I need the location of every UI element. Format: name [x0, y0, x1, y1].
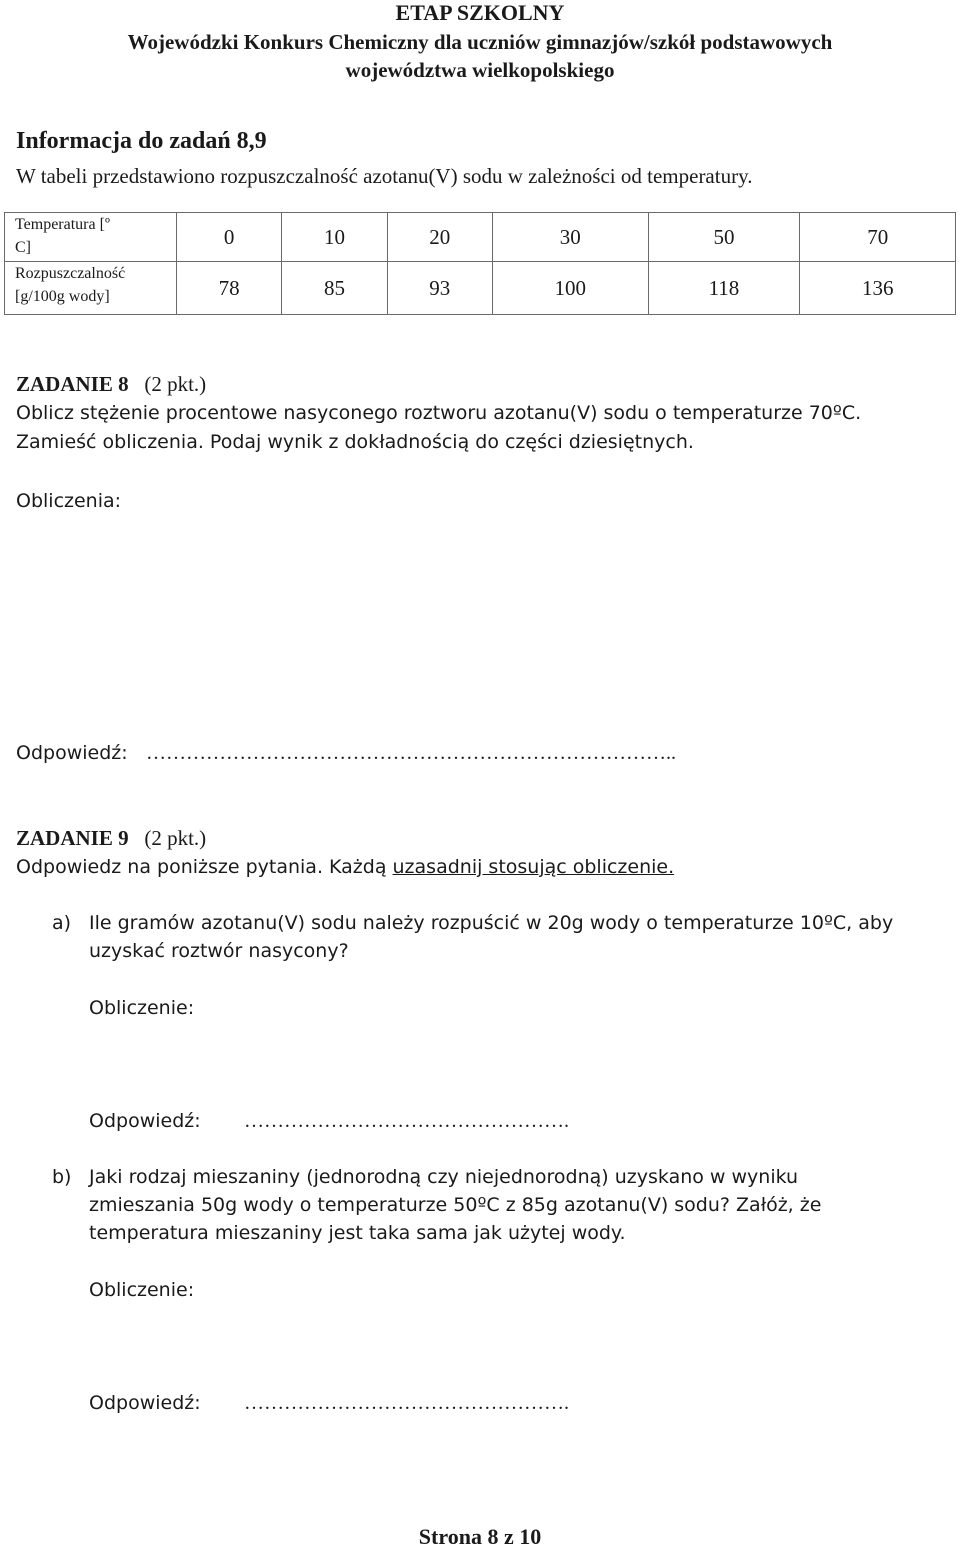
task9-intro: [16, 856, 674, 878]
task9a-answer-label: Odpowiedź:: [89, 1110, 201, 1132]
header-stage: ETAP SZKOLNY: [395, 0, 565, 25]
temperature-cell: 20: [387, 213, 492, 262]
task9b-answer-label: Odpowiedź:: [89, 1392, 201, 1414]
task9b-line3: temperatura mieszaniny jest taka sama jak użytej wody.: [89, 1222, 626, 1244]
info-title: Informacja do zadań 8,9: [16, 128, 267, 154]
solubility-cell: 118: [648, 262, 800, 315]
temperature-cell: 10: [282, 213, 387, 262]
solubility-cell: 100: [492, 262, 648, 315]
task8-title: ZADANIE 8: [16, 372, 129, 396]
solubility-row: [5, 262, 956, 315]
task9a-marker: a): [52, 912, 72, 934]
task8-line2: Zamieść obliczenia. Podaj wynik z dokładnością do części dziesiętnych.: [16, 431, 694, 453]
temperature-cell: 0: [177, 213, 282, 262]
task8-calc-label: Obliczenia:: [16, 490, 122, 512]
solubility-cell: 85: [282, 262, 387, 315]
task9b-line2: zmieszania 50g wody o temperaturze 50ºC z 85g azotanu(V) sodu? Załóż, że: [89, 1194, 822, 1216]
task9-intro-text: Odpowiedz na poniższe pytania. Każdą: [16, 856, 393, 878]
task9b-answer-blank[interactable]: ………………………………………….: [244, 1392, 569, 1414]
task9b-calc-label: Obliczenie:: [89, 1279, 195, 1301]
temperature-row: [5, 213, 956, 262]
task8-answer-label: Odpowiedź:: [16, 742, 128, 764]
solubility-header-line2: [g/100g wody]: [15, 288, 110, 305]
temperature-header: [5, 213, 177, 262]
solubility-cell: 136: [800, 262, 956, 315]
task8-heading: [16, 372, 206, 397]
task9a-answer-blank[interactable]: ………………………………………….: [244, 1110, 569, 1132]
header-region: województwa wielkopolskiego: [345, 58, 615, 82]
task9b-marker: b): [52, 1166, 72, 1188]
task9-title: ZADANIE 9: [16, 826, 129, 850]
task9a-calc-label: Obliczenie:: [89, 997, 195, 1019]
solubility-cell: 93: [387, 262, 492, 315]
task9b-line1: Jaki rodzaj mieszaniny (jednorodną czy niejednorodną) uzyskano w wyniku: [89, 1166, 799, 1188]
solubility-table: [4, 212, 956, 315]
info-text: W tabeli przedstawiono rozpuszczalność azotanu(V) sodu w zależności od temperatury.: [16, 164, 753, 188]
header-competition: Wojewódzki Konkurs Chemiczny dla uczniów gimnazjów/szkół podstawowych: [127, 30, 833, 54]
solubility-cell: 78: [177, 262, 282, 315]
task9a-line1: Ile gramów azotanu(V) sodu należy rozpuścić w 20g wody o temperaturze 10ºC, aby: [89, 912, 894, 934]
task9a-line2: uzyskać roztwór nasycony?: [89, 940, 349, 962]
temperature-header-line2: C]: [15, 239, 31, 256]
task8-answer-blank[interactable]: ……………………………………………………………………..: [146, 742, 676, 764]
task9-heading: [16, 826, 206, 851]
solubility-header-line1: Rozpuszczalność: [15, 265, 126, 282]
temperature-cell: 50: [648, 213, 800, 262]
temperature-header-line1: Temperatura [º: [15, 216, 110, 233]
task9-intro-underlined: uzasadnij stosując obliczenie.: [392, 856, 675, 878]
solubility-header: [5, 262, 177, 315]
task8-points: (2 pkt.): [144, 372, 207, 396]
task8-line1: Oblicz stężenie procentowe nasyconego roztworu azotanu(V) sodu o temperaturze 70ºC.: [16, 402, 862, 424]
temperature-cell: 30: [492, 213, 648, 262]
task9-points: (2 pkt.): [144, 826, 207, 850]
page-number: Strona 8 z 10: [418, 1524, 542, 1549]
temperature-cell: 70: [800, 213, 956, 262]
